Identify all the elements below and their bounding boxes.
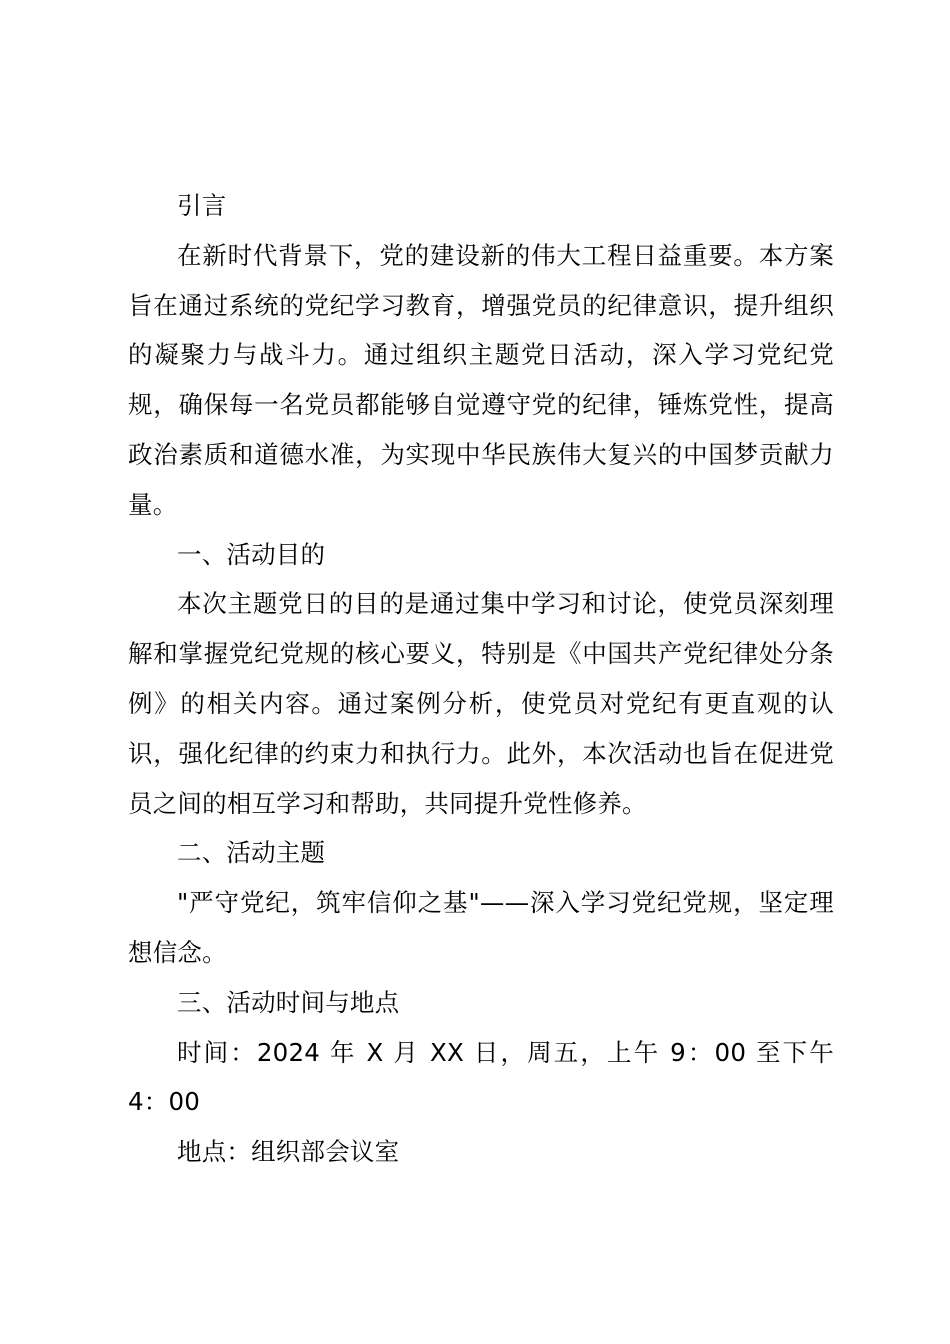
- intro-paragraph: 在新时代背景下，党的建设新的伟大工程日益重要。本方案旨在通过系统的党纪学习教育，增强党员的纪律意识，提升组织的凝聚力与战斗力。通过组织主题党日活动，深入学习党纪党规，确保每一名党员都能够自觉遵守党的纪律，锤炼党性，提高政治素质和道德水准，为实现中华民族伟大复兴的中国梦贡献力量。: [128, 240, 834, 519]
- section1-heading: 一、活动目的: [177, 539, 326, 569]
- section3-place: 地点：组织部会议室: [177, 1137, 400, 1167]
- section1-paragraph: 本次主题党日的目的是通过集中学习和讨论，使党员深刻理解和掌握党纪党规的核心要义，特别是《中国共产党纪律处分条例》的相关内容。通过案例分析，使党员对党纪有更直观的认识，强化纪律的约束力和执行力。此外，本次活动也旨在促进党员之间的相互学习和帮助，共同提升党性修养。: [128, 589, 834, 818]
- section3-time: 时间：2024 年 X 月 XX 日，周五，上午 9：00 至下午 4：00: [128, 1037, 834, 1117]
- intro-heading: 引言: [177, 191, 227, 220]
- section2-heading: 二、活动主题: [177, 838, 326, 868]
- document-page: [128, 181, 834, 1177]
- section2-paragraph: "严守党纪，筑牢信仰之基"——深入学习党纪党规，坚定理想信念。: [128, 888, 834, 967]
- section3-heading: 三、活动时间与地点: [177, 987, 400, 1017]
